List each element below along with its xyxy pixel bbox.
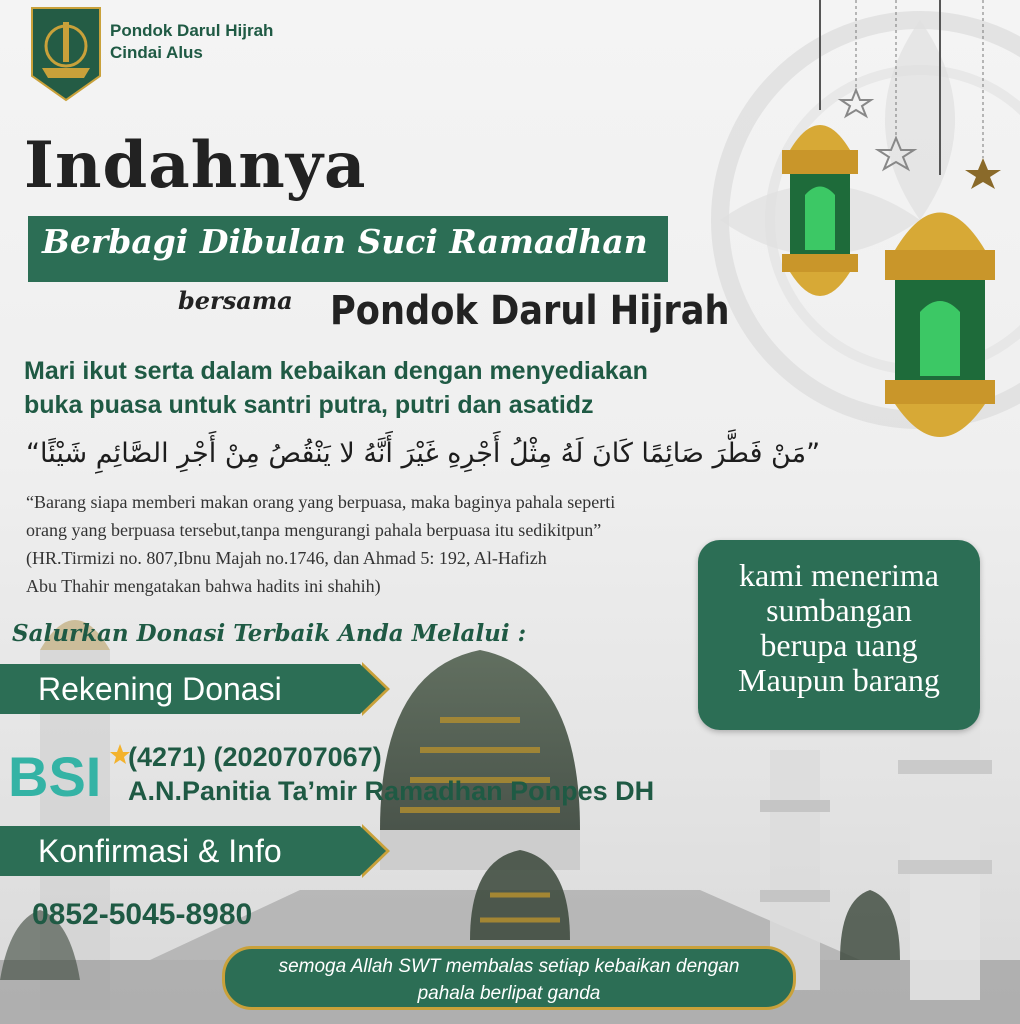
lantern-ornament <box>690 0 1020 560</box>
org-name-line2: Cindai Alus <box>110 43 203 62</box>
org-name <box>110 20 273 64</box>
invitation-line1: Mari ikut serta dalam kebaikan dengan menyediakan <box>24 357 648 385</box>
bsi-logo-text: BSI <box>8 745 102 806</box>
subheadline: Berbagi Dibulan Suci Ramadhan <box>42 222 648 261</box>
bsi-logo <box>8 742 130 806</box>
accept-line2: sumbangan <box>766 592 912 628</box>
footer-line2: pahala berlipat ganda <box>417 983 601 1004</box>
accept-line3: berupa uang <box>760 627 918 663</box>
ribbon-arrow <box>360 664 386 714</box>
headline: Indahnya <box>24 128 367 203</box>
account-name: A.N.Panitia Ta’mir Ramadhan Ponpes DH <box>128 776 655 806</box>
donation-accept-box <box>698 540 980 730</box>
donation-heading: Salurkan Donasi Terbaik Anda Melalui : <box>12 620 527 647</box>
translation-line3: (HR.Tirmizi no. 807,Ibnu Majah no.1746, dan Ahmad 5: 192, Al-Hafizh <box>26 548 547 568</box>
org-name-line1: Pondok Darul Hijrah <box>110 21 274 40</box>
footer-line1: semoga Allah SWT membalas setiap kebaikan dengan <box>278 956 740 977</box>
hadith-translation <box>26 488 615 600</box>
accept-line1: kami menerima <box>739 557 939 593</box>
account-number: (4271) (2020707067) <box>128 742 382 772</box>
footer-prayer-band <box>222 946 796 1010</box>
phone-number: 0852-5045-8980 <box>32 898 253 931</box>
invitation-line2: buka puasa untuk santri putra, putri dan asatidz <box>24 391 594 419</box>
translation-line2: orang yang berpuasa tersebut,tanpa mengurangi pahala berpuasa itu sedikitpun” <box>26 520 602 540</box>
ramadan-lantern-icon <box>885 213 995 438</box>
pondok-shield-logo <box>30 6 102 102</box>
rekening-ribbon: Rekening Donasi <box>0 664 360 714</box>
translation-line4: Abu Thahir mengatakan bahwa hadits ini shahih) <box>26 576 381 596</box>
bersama-text: bersama <box>178 286 293 315</box>
ribbon-arrow <box>360 826 386 876</box>
konfirmasi-ribbon: Konfirmasi & Info <box>0 826 360 876</box>
star-icon <box>965 158 1001 189</box>
hadith-arabic: ”مَنْ فَطَّرَ صَائِمًا كَانَ لَهُ مِثْلُ أَجْرِهِ غَيْرَ أَنَّهُ لا يَنْقُصُ مِنْ أَجْرِ الصَّائِمِ شَيْئًا“ <box>26 438 821 469</box>
pondok-title: Pondok Darul Hijrah <box>330 288 730 334</box>
star-icon <box>110 744 130 764</box>
bank-account <box>128 740 654 808</box>
accept-line4: Maupun barang <box>738 662 940 698</box>
invitation-text <box>24 354 648 422</box>
ramadan-lantern-icon <box>782 125 858 296</box>
translation-line1: “Barang siapa memberi makan orang yang berpuasa, maka baginya pahala seperti <box>26 492 616 512</box>
